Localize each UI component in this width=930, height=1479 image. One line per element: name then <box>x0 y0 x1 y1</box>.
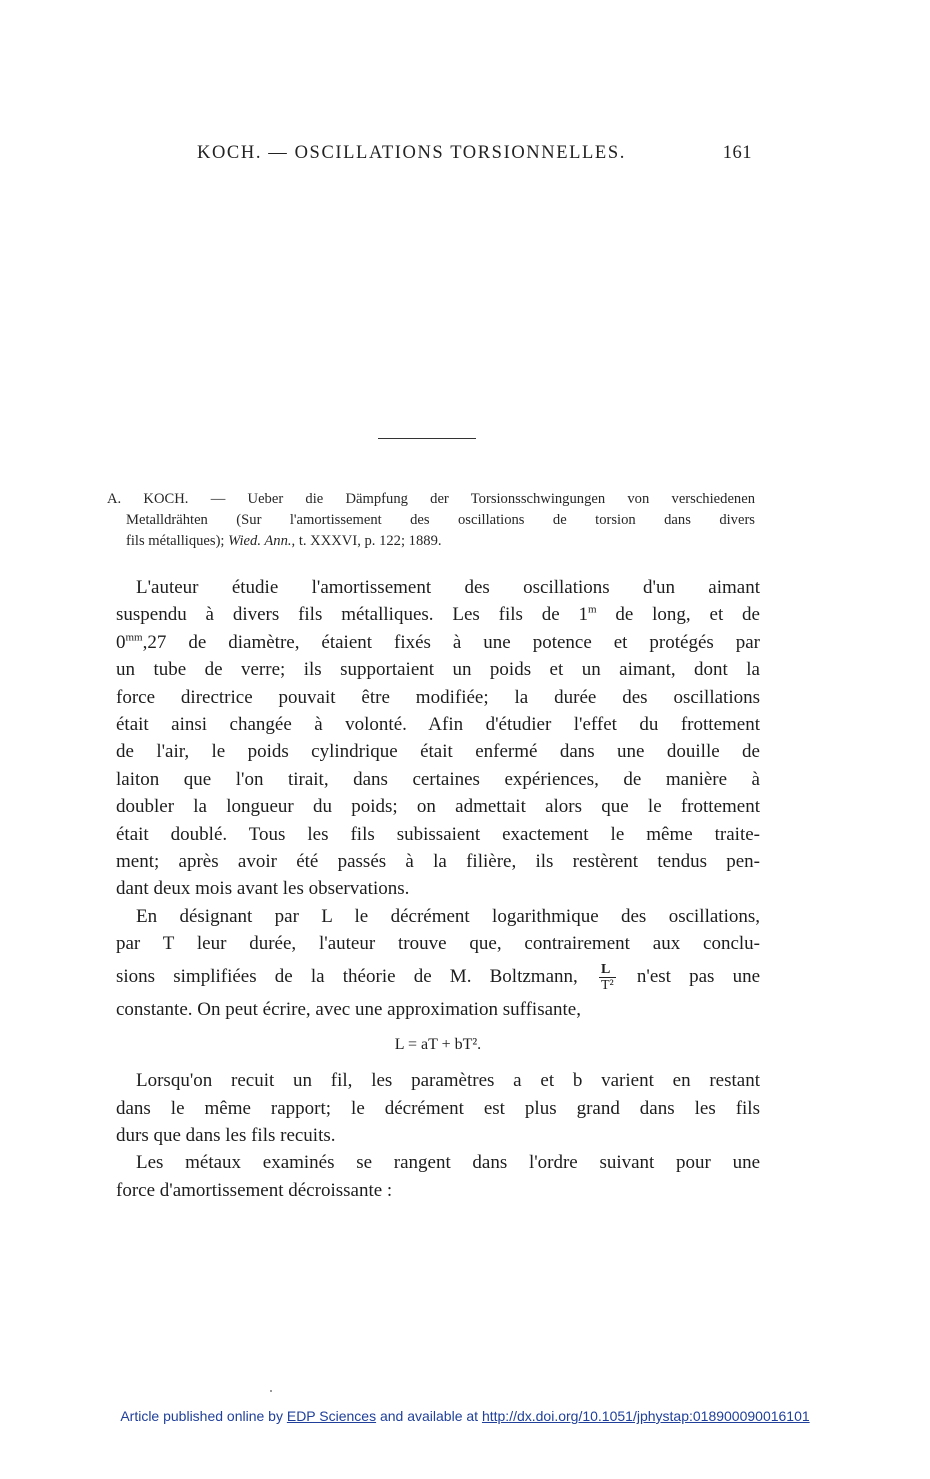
scan-speck <box>270 1390 272 1392</box>
reference-line-1 <box>107 489 755 510</box>
p2-line-text: sions simplifiées de la théorie de M. Boltzmann, <box>116 965 578 987</box>
p1-line-text: suspendu à divers fils métalliques. Les fils de 1 <box>116 604 588 626</box>
equation: L = aT + bT². <box>394 1036 482 1054</box>
p1-line: un tube de verre; ils supportaient un poids et un aimant, dont la <box>116 659 760 681</box>
diameter-decimal: ,27 <box>142 631 189 653</box>
section-divider <box>378 438 476 439</box>
p3-line: Lorsqu'on recuit un fil, les paramètres a et b varient en restant <box>136 1070 760 1092</box>
reference-journal: Wied. Ann. <box>228 533 292 549</box>
reference-line-3 <box>107 531 755 552</box>
reference-title-part-3: fils métalliques); <box>126 533 225 549</box>
doi-link[interactable]: http://dx.doi.org/10.1051/jphystap:018900090016101 <box>481 1408 810 1424</box>
reference-citation: , t. XXXVI, p. 122; 1889. <box>291 533 442 549</box>
fraction-numerator: L <box>599 962 616 978</box>
p1-line-text: de diamètre, étaient fixés à une potence et protégés par <box>188 631 761 653</box>
p2-line: constante. On peut écrire, avec une approximation suffisante, <box>116 998 581 1020</box>
p2-line: par T leur durée, l'auteur trouve que, contrairement aux conclu- <box>116 933 760 955</box>
p3-line: dans le même rapport; le décrément est plus grand dans les fils <box>116 1097 760 1119</box>
unit-superscript: m <box>588 604 597 617</box>
p1-line: ment; après avoir été passés à la filière, ils restèrent tendus pen- <box>116 851 760 873</box>
article-body <box>116 574 760 1204</box>
p2-line-text: n'est pas une <box>636 965 761 987</box>
reference-author: A. KOCH. <box>107 491 189 507</box>
publisher-link[interactable]: EDP Sciences <box>286 1408 377 1424</box>
p1-line <box>116 629 760 656</box>
unit-superscript: mm <box>125 631 143 644</box>
p2-line: En désignant par L le décrément logarithmique des oscillations, <box>136 905 760 927</box>
p1-line: L'auteur étudie l'amortissement des oscillations d'un aimant <box>136 577 760 598</box>
bibliographic-reference <box>107 489 755 552</box>
p1-line-text: de long, et de <box>596 604 760 626</box>
p1-line: était ainsi changée à volonté. Afin d'étudier l'effet du frottement <box>116 714 760 736</box>
publication-footer <box>0 1408 930 1424</box>
footer-middle: and available at <box>376 1408 482 1424</box>
footer-prefix: Article published online by <box>120 1408 287 1424</box>
p1-line: force directrice pouvait être modifiée; la durée des oscillations <box>116 686 760 708</box>
page-number: 161 <box>722 143 752 163</box>
reference-title-part-1: — Ueber die Dämpfung der Torsionsschwingungen von verschiedenen <box>210 491 755 507</box>
p1-line: de l'air, le poids cylindrique était enfermé dans une douille de <box>116 741 760 763</box>
p1-line: doubler la longueur du poids; on admettait alors que le frottement <box>116 796 760 818</box>
p4-line: Les métaux examinés se rangent dans l'ordre suivant pour une <box>136 1152 760 1174</box>
fraction-L-over-T2 <box>599 962 616 993</box>
reference-line-2: Metalldrähten (Sur l'amortissement des oscillations de torsion dans divers <box>126 512 755 528</box>
p1-line <box>116 601 760 628</box>
diameter-value: 0 <box>116 631 126 653</box>
p1-line: était doublé. Tous les fils subissaient exactement le même traite- <box>116 823 760 845</box>
p4-line: force d'amortissement décroissante : <box>116 1179 393 1201</box>
p1-line: laiton que l'on tirait, dans certaines expériences, de manière à <box>116 768 760 790</box>
p2-line <box>116 958 760 996</box>
p1-line: dant deux mois avant les observations. <box>116 878 410 900</box>
fraction-denominator: T² <box>600 977 614 993</box>
p3-line: durs que dans les fils recuits. <box>116 1124 336 1146</box>
running-title: KOCH. — OSCILLATIONS TORSIONNELLES. <box>197 143 626 163</box>
running-head <box>197 143 752 167</box>
